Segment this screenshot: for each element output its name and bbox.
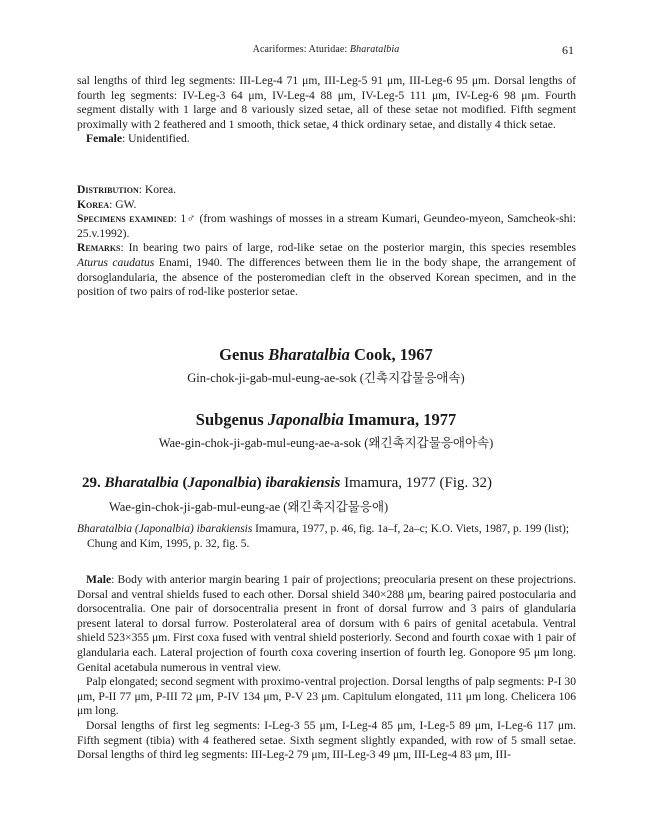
running-head-prefix: Acariformes: Aturidae:: [252, 44, 350, 55]
korea-text: : GW.: [109, 197, 137, 211]
specimens-paragraph: [77, 212, 576, 241]
female-paragraph: [77, 132, 576, 147]
species-korean-name: Wae-gin-chok-ji-gab-mul-eung-ae (왜긴촉지갑물응애): [109, 500, 389, 514]
remarks-text-before: : In bearing two pairs of large, rod-like setae on the posterior margin, this species resembles: [120, 241, 576, 255]
subgenus-heading: [78, 410, 574, 430]
distribution-paragraph: [77, 183, 576, 198]
genus-name: Bharatalbia: [268, 345, 350, 364]
remarks-italic-name: Aturus caudatus: [77, 255, 155, 269]
continuation-paragraph: sal lengths of third leg segments: III-Leg-4 71 μm, III-Leg-5 91 μm, III-Leg-6 95 μm. Dorsal lengths of fourth leg segments: IV-Leg-3 64 μm, IV-Leg-4 88 μm, IV-Leg-5 111 μm, IV-Leg-6 98 μm. Fourth segment distally with 1 large and 8 variously sized setae, all of these setae not modified. Fifth segment proximally with 2 feathered and 1 smooth, thick setae, 4 thick ordinary setae, and distally 4 thick setae.: [77, 74, 576, 131]
running-head: [78, 44, 574, 55]
page-number: 61: [562, 43, 574, 57]
species-author: Imamura, 1977 (Fig. 32): [344, 475, 493, 491]
references-text: Imamura, 1977, p. 46, fig. 1a–f, 2a–c; K.O. Viets, 1987, p. 199 (list); Chung and Kim, 1995, p. 32, fig. 5.: [87, 523, 570, 550]
species-number: 29.: [82, 475, 101, 491]
palp-paragraph: Palp elongated; second segment with proximo-ventral projection. Dorsal lengths of palp segments: P-I 30 μm, P-II 77 μm, P-III 72 μm, P-IV 134 μm, P-V 23 μm. Capitulum elongated, 111 μm long. Chelicera 106 μm long.: [77, 675, 576, 718]
genus-korean-name: Gin-chok-ji-gab-mul-eung-ae-sok (긴촉지갑물응애속): [187, 371, 465, 385]
species-subgenus: Japonalbia: [187, 475, 257, 491]
continuation-block: [77, 74, 576, 147]
male-paragraph: [77, 573, 576, 675]
legs-paragraph: Dorsal lengths of first leg segments: I-Leg-3 55 μm, I-Leg-4 85 μm, I-Leg-5 89 μm, I-Leg-6 117 μm. Fifth segment (tibia) with 4 feathered setae. Sixth segment slightly expanded, with row of 5 small setae. Dorsal lengths of third leg segments: III-Leg-2 79 μm, III-Leg-3 49 μm, III-Leg-4 83 μm, III-: [77, 718, 576, 762]
male-label: Male: [86, 573, 112, 586]
species-genus: Bharatalbia: [104, 475, 179, 491]
distribution-text: : Korea.: [138, 183, 177, 196]
remarks-paragraph: [77, 241, 576, 299]
subgenus-author: Imamura, 1977: [343, 410, 457, 429]
female-text: : Unidentified.: [122, 132, 190, 146]
species-paren-open: (: [182, 475, 188, 491]
male-description-block: [77, 573, 576, 763]
genus-heading: [78, 345, 574, 365]
specimens-label: Specimens examined: [77, 212, 174, 226]
genus-prefix: Genus: [219, 345, 269, 364]
male-text: : Body with anterior margin bearing 1 pair of projections; preocularia present on these projectrions. Dorsal and ventral shields fused to each other. Dorsal shield 340×288 μm, bearing paired postocularia and dorsocentralia. One pair of dorsocentralia present in front of dorsal furrow and 3 pairs of glandularia present lateral to dorsal furrow. Posterolateral area of dorsum with 6 pairs of genital acetabula. Ventral shield 523×355 μm. First coxa fused with ventral shield posteriorly. Second and fourth coxae with 1 pair of glandularia each. Lateral projection of fourth coxa covering insertion of fourth leg. Gonopore 95 μm long. Genital acetabula numerous in ventral view.: [77, 573, 576, 674]
subgenus-prefix: Subgenus: [195, 410, 268, 429]
running-head-genus: Bharatalbia: [349, 44, 400, 55]
species-paren-close: ): [256, 475, 262, 491]
remarks-label: Remarks: [77, 241, 121, 255]
species-epithet: ibarakiensis: [265, 475, 341, 491]
specimens-text: : 1♂ (from washings of mosses in a stream Kumari, Geundeo-myeon, Samcheok-shi: 25.v.1992).: [77, 212, 576, 240]
references-name: Bharatalbia (Japonalbia) ibarakiensis: [77, 523, 253, 535]
species-heading: [82, 475, 492, 492]
records-block: [77, 183, 576, 300]
korea-paragraph: [77, 198, 576, 213]
subgenus-name: Japonalbia: [267, 410, 344, 429]
subgenus-korean-name: Wae-gin-chok-ji-gab-mul-eung-ae-a-sok (왜긴촉지갑물응애아속): [158, 436, 494, 450]
female-label: Female: [86, 132, 123, 146]
synonymy-references: [77, 522, 576, 551]
genus-author: Cook, 1967: [349, 345, 433, 364]
distribution-label: Distribution: [77, 183, 139, 196]
korea-label: Korea: [77, 197, 110, 211]
remarks-text-after: Enami, 1940. The differences between them lie in the body shape, the arrangement of dorsoglandularia, the absence of the posteromedian cleft in the observed Korean specimen, and in the position of two pairs of rod-like posterior setae.: [77, 255, 576, 299]
